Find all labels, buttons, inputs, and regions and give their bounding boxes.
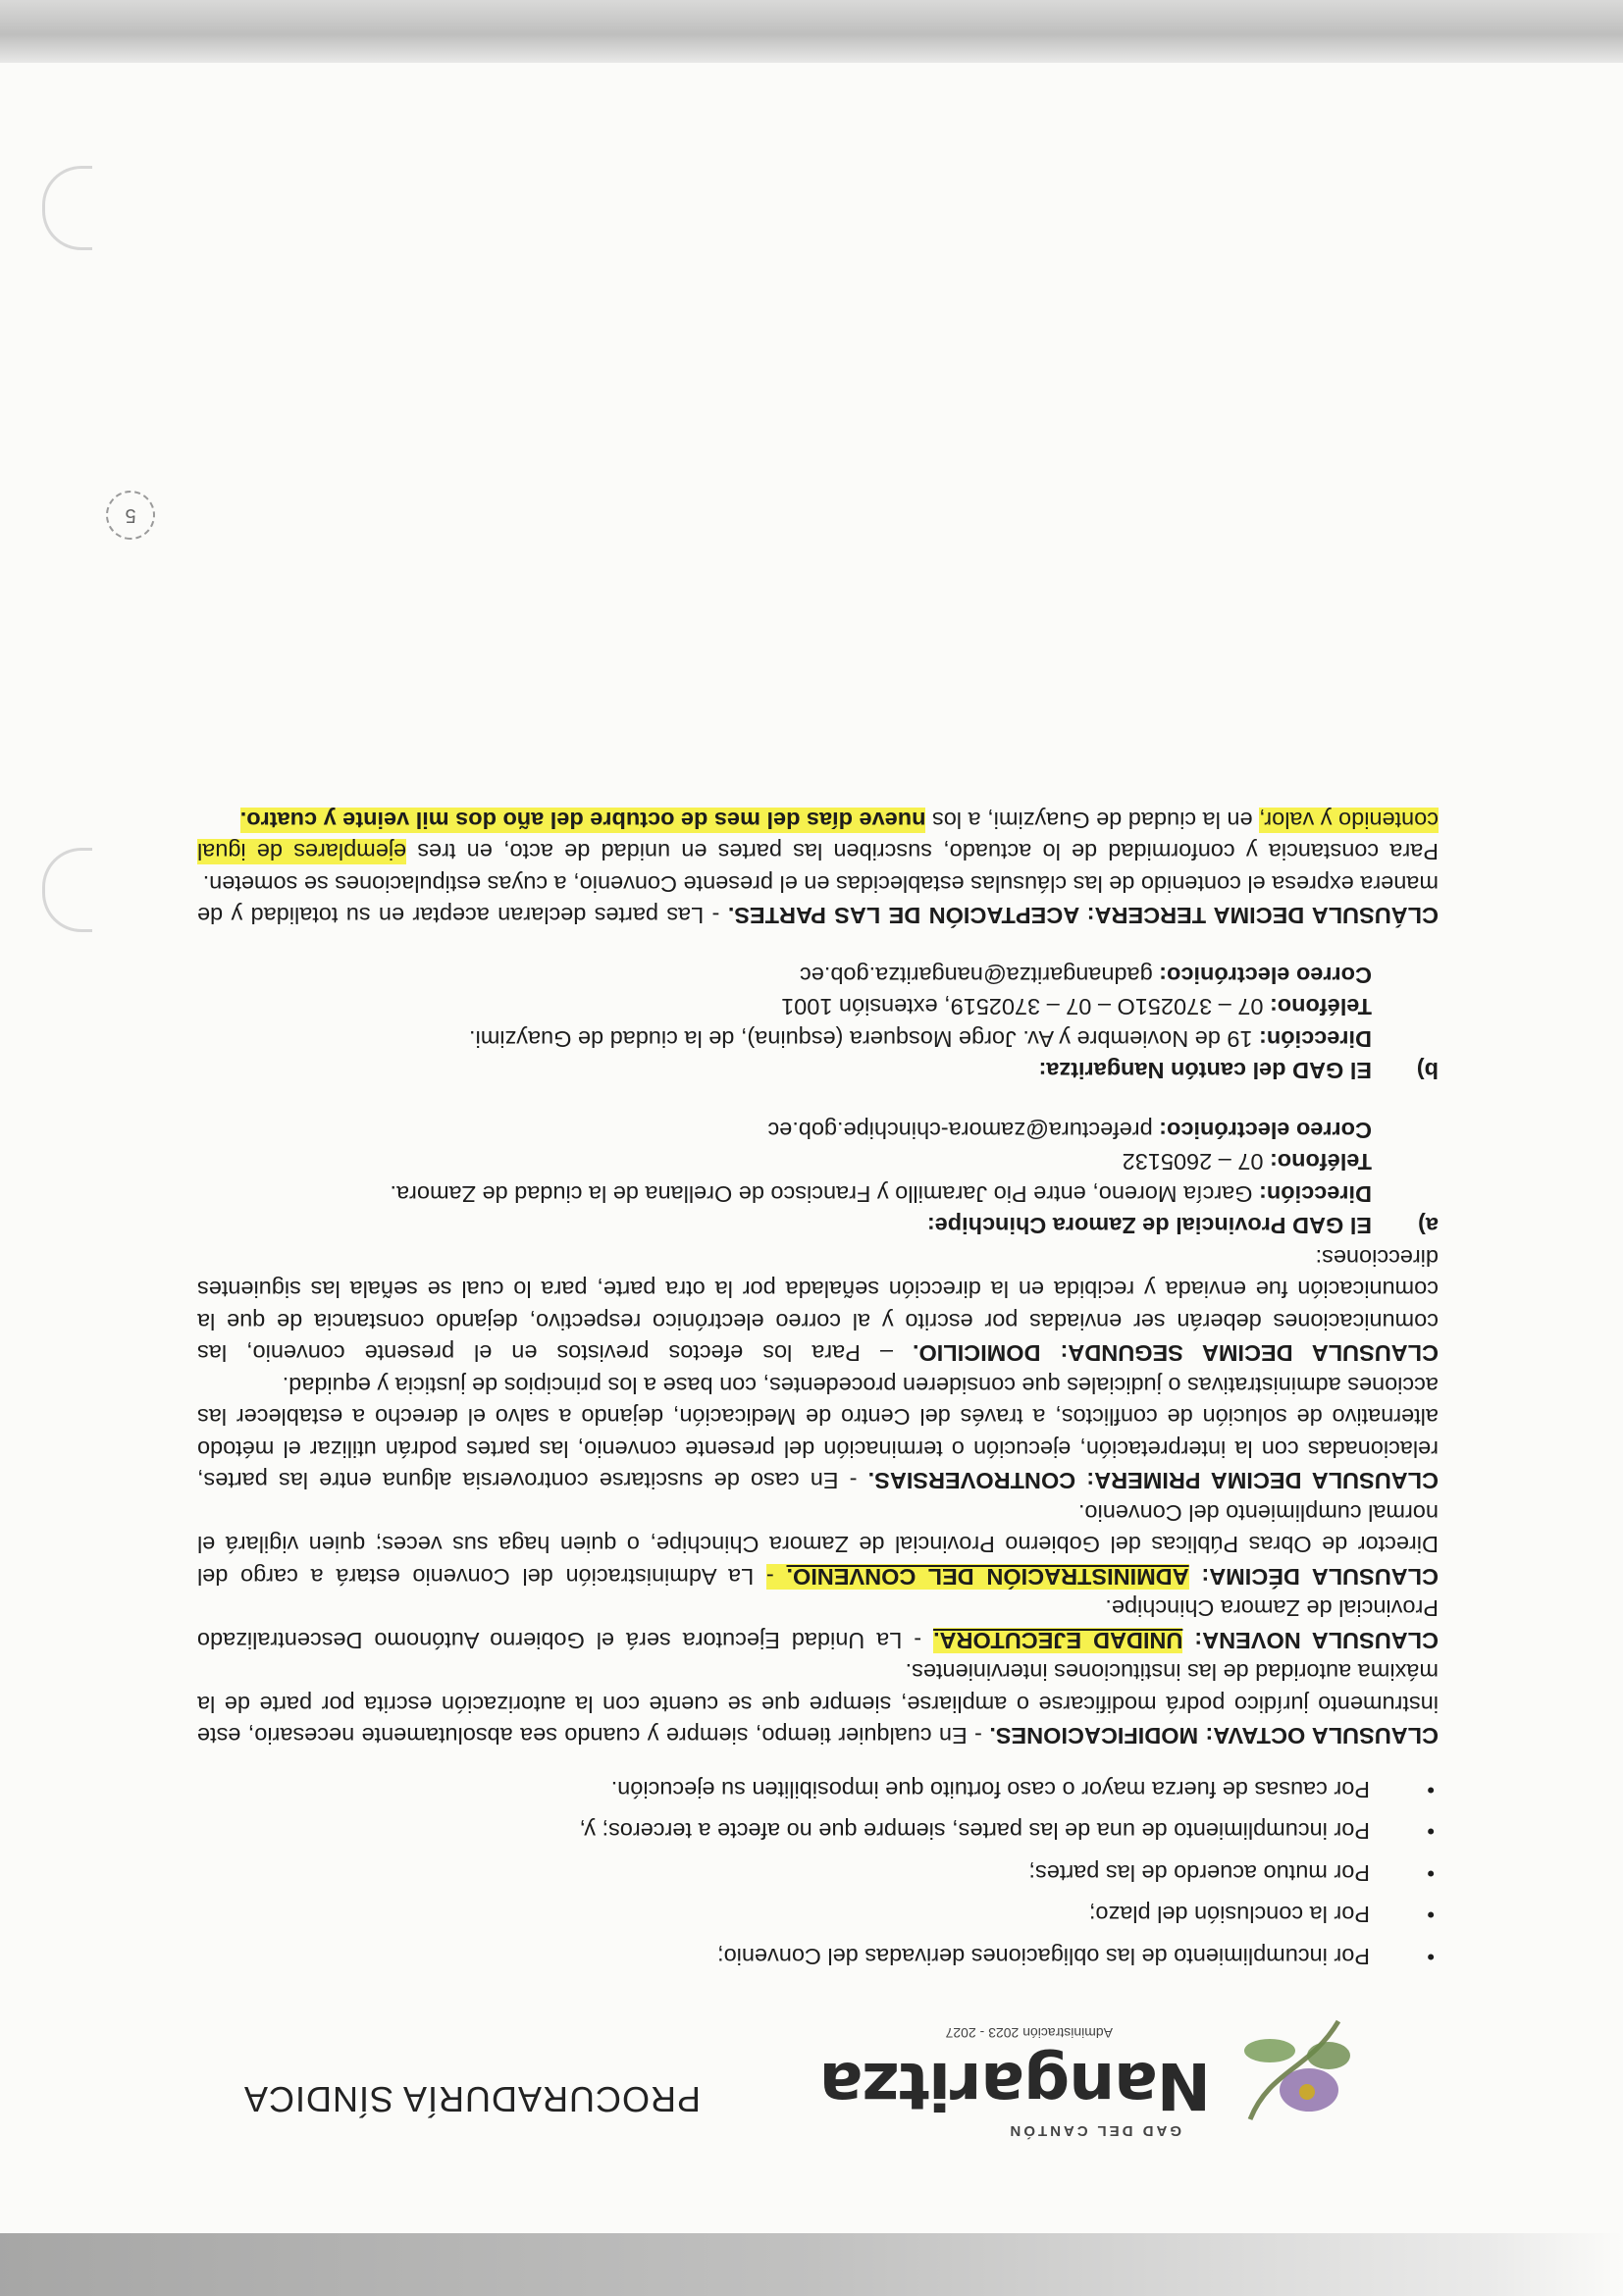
- clause-octava: [197, 1656, 1439, 1752]
- clause-title-highlight: ADMINISTRACIÓN DEL CONVENIO.: [786, 1564, 1189, 1590]
- clause-body: - En cualquier tiempo, siempre y cuando sea absolutamente necesario, este instrumento jurídico podrá modificarse o ampliarse, siempre que se cuente con la autorización escrita por parte de la máxima autoridad de las instituciones intervinientes.: [196, 1659, 1439, 1749]
- clause-novena: [197, 1592, 1439, 1656]
- clause-title: CLAUSULA NOVENA:: [1194, 1628, 1439, 1653]
- closing-date-day: nueve días: [806, 808, 926, 833]
- closing-highlight: ejemplares de igual contenido y valor,: [197, 808, 1439, 865]
- party-address: [197, 1178, 1372, 1211]
- clause-title: CLAUSULA OCTAVA: MODIFICACIONES.: [989, 1723, 1439, 1749]
- clause-title: CLAUSULA DECIMA SEGUNDA: DOMICILIO.: [912, 1340, 1439, 1367]
- list-item: • Por causas de fuerza mayor o caso fortuito que imposibiliten su ejecución.: [197, 1774, 1439, 1806]
- clause-body: - Las partes declaran aceptar en su totalidad y de manera expresa el contenido de las cláusulas establecidas en el presente Convenio, a cuyas estipulaciones se someten.: [197, 871, 1439, 929]
- email-label: Correo electrónico:: [1159, 1118, 1372, 1143]
- party-b-address: [197, 960, 1439, 1087]
- clause-title: CLAUSULA DÉCIMA:: [1201, 1564, 1439, 1590]
- nangaritza-logo: [819, 2011, 1368, 2149]
- party-address: [197, 1023, 1372, 1056]
- email-label: Correo electrónico:: [1159, 963, 1372, 988]
- address-label: Dirección:: [1259, 1026, 1372, 1052]
- clause-body: La Administración del Convenio estará a cargo del Director de Obras Públicas del Gobierno Provincial de Zamora Chinchipe, o quien haga sus veces; quien vigilará el normal cumplimiento del Convenio.: [196, 1500, 1439, 1590]
- clause-title: CLÁUSULA DECIMA TERCERA: ACEPTACIÓN DE LAS PARTES.: [727, 903, 1439, 929]
- closing-date-month-year: del mes de octubre del año dos mil veinte y cuatro.: [239, 808, 801, 833]
- phone-value: 07 – 370251O – 07 – 3702519, extensión 1001: [781, 994, 1270, 1020]
- logo-admin-period: Administración 2023 - 2027: [945, 2025, 1113, 2041]
- closing-text: en la ciudad de Guayzimi, a los: [925, 808, 1260, 833]
- closing-text: Para constancia y conformidad de lo actuado, suscriben las partes en unidad de acto, en tres: [406, 839, 1439, 865]
- punch-hole: [42, 848, 92, 932]
- list-item: • Por incumplimiento de una de las partes, siempre que no afecte a terceros; y,: [197, 1815, 1439, 1848]
- phone-label: Teléfono:: [1270, 994, 1372, 1020]
- clause-body: - En caso de suscitarse controversia alguna entre las partes, relacionadas con la interpretación, ejecución o terminación del presente convenio, las partes podrán utilizar el método alternativo de solución de conflictos, a través del Centro de Medicación, dejando a salvo el derecho a establecer las acciones administrativas o judiciales que consideren procedentes, con base a los principios de justicia y equidad.: [197, 1373, 1439, 1494]
- closing-paragraph: [197, 805, 1439, 868]
- clause-title: CLAUSULA DECIMA PRIMERA: CONTROVERSIAS.: [867, 1468, 1439, 1494]
- address-label: Dirección:: [1259, 1181, 1372, 1207]
- list-item: • Por mutuo acuerdo de las partes;: [197, 1857, 1439, 1890]
- page-header: [190, 2011, 1368, 2149]
- party-marker: a): [1418, 1213, 1439, 1239]
- closing-space: [800, 808, 807, 833]
- party-name: El GAD del cantón Nangaritza:: [1038, 1058, 1372, 1084]
- clause-title-highlight: UNIDAD EJECUTORA.: [933, 1628, 1183, 1653]
- scan-shadow-bottom: [0, 2233, 1623, 2296]
- party-a-address: [197, 1115, 1439, 1242]
- clause-body: – Para los efectos previstos en el presente convenio, las comunicaciones deberán ser enviadas por escrito y al correo electrónico respectivo, dejando constancia de que la comunicación fue enviada y recibida en la dirección señalada por la otra parte, para lo cual se señala las siguientes direcciones:: [197, 1245, 1439, 1367]
- party-phone: [197, 991, 1372, 1023]
- logo-name: Nangaritza: [819, 2048, 1211, 2123]
- email-value: prefectura@zamora-chinchipe.gob.ec: [767, 1118, 1160, 1143]
- phone-label: Teléfono:: [1270, 1149, 1372, 1175]
- party-name: El GAD Provincial de Zamora Chinchipe:: [926, 1213, 1372, 1239]
- punch-hole: [42, 166, 92, 250]
- list-item: • Por la conclusión del plazo;: [197, 1899, 1439, 1931]
- clause-decima-tercera: [197, 868, 1439, 932]
- document-body: [197, 805, 1439, 1973]
- flower-icon: [1201, 2011, 1368, 2149]
- clause-decima: [197, 1497, 1439, 1593]
- address-value: 19 de Noviembre y Av. Jorge Mosquera (esquina), de la ciudad de Guayzimi.: [468, 1026, 1260, 1052]
- clause-dash: -: [765, 1564, 787, 1590]
- clause-decima-primera: [197, 1370, 1439, 1497]
- logo-gad-label: GAD DEL CANTÓN: [1007, 2122, 1181, 2139]
- clause-decima-segunda: [197, 1242, 1439, 1370]
- party-email: [197, 1115, 1372, 1147]
- address-value: García Moreno, entre Pio Jaramillo y Francisco de Orellana de la ciudad de Zamora.: [390, 1181, 1260, 1207]
- clause-body: - La Unidad Ejecutora será el Gobierno Autónomo Descentralizado Provincial de Zamora Chinchipe.: [196, 1595, 1439, 1653]
- phone-value: 07 – 2605132: [1122, 1149, 1270, 1175]
- email-value: gadnangaritza@nangaritza.gob.ec: [800, 963, 1160, 988]
- party-marker: b): [1416, 1058, 1439, 1084]
- scan-shadow-top: [0, 0, 1623, 63]
- party-phone: [197, 1146, 1372, 1178]
- page-number-stamp: 5: [106, 491, 155, 540]
- party-email: [197, 960, 1372, 992]
- termination-causes-list: [197, 1774, 1439, 1973]
- list-item: • Por incumplimiento de las obligaciones derivadas del Convenio;: [197, 1941, 1439, 1973]
- department-title: PROCURADURÍA SÍNDICA: [242, 2079, 701, 2119]
